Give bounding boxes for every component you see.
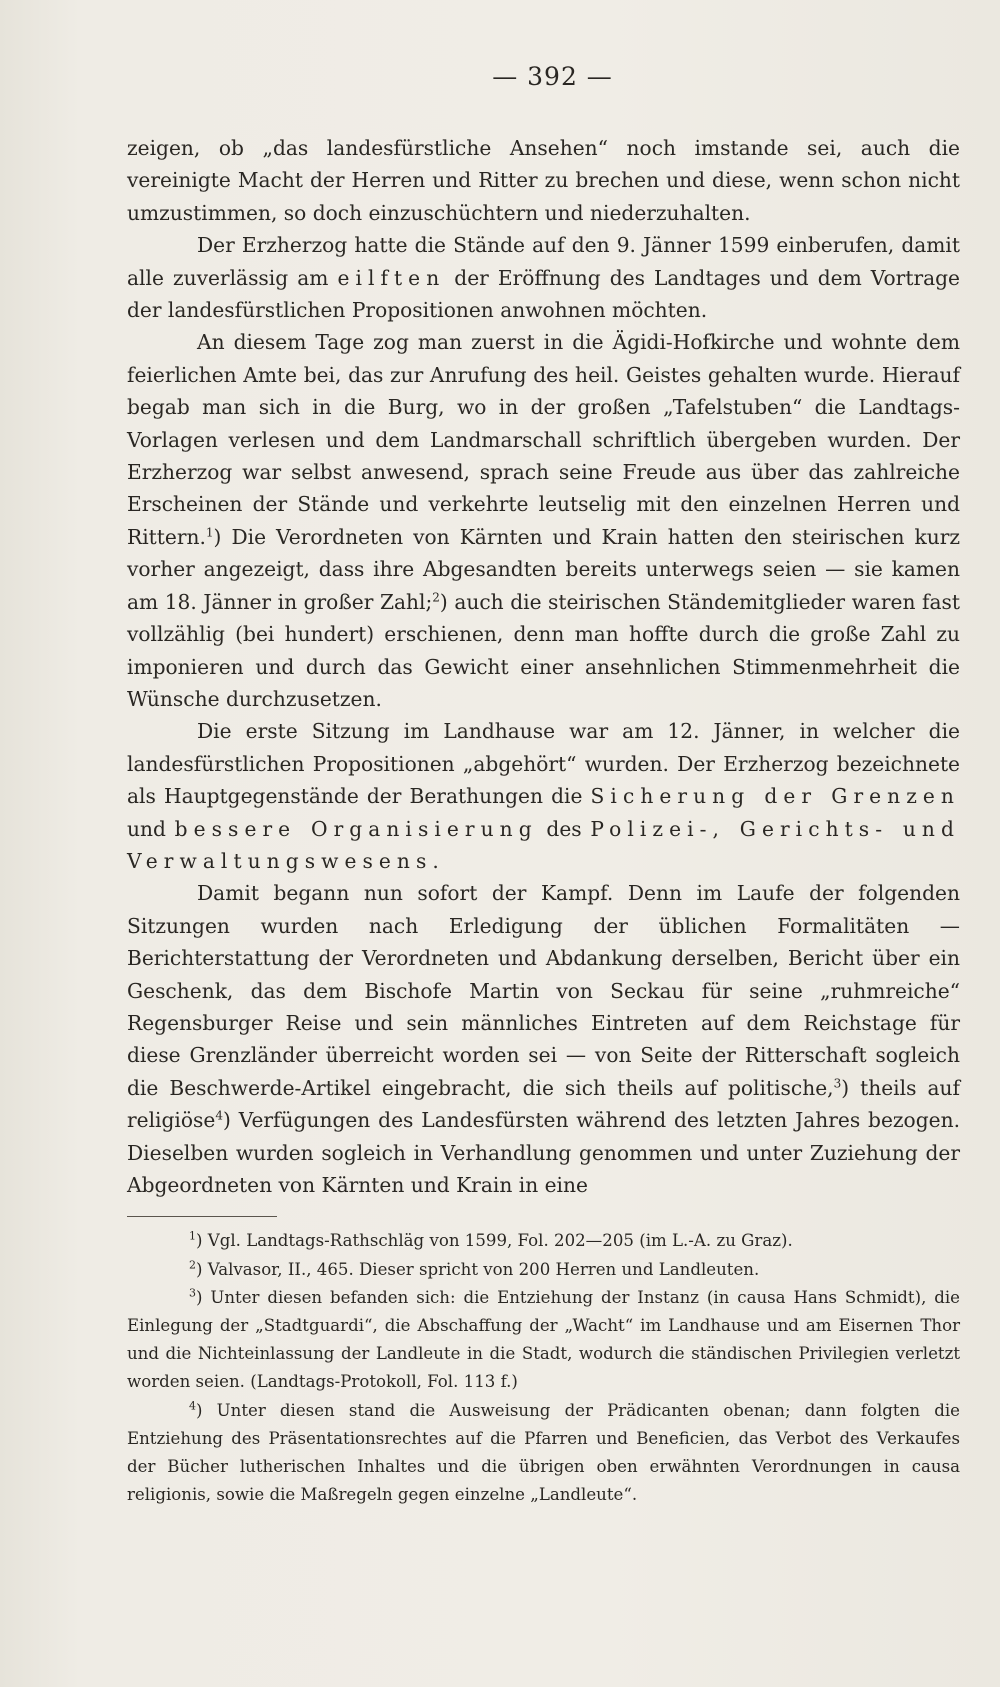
text-run: und (127, 816, 175, 841)
footnote-reference: 3 (833, 1076, 842, 1091)
page-number: — 392 — (492, 62, 613, 91)
footnote-mark: 2 (189, 1258, 196, 1272)
text-run: Die erste Sitzung im Landhause war am 12. Jänner, in welcher die landesfürstlichen Propositionen „abgehört“ wurden. Der Erzherzog bezeichnete als Hauptgegenstände der Berathungen die (127, 719, 960, 809)
footnote (127, 1284, 960, 1397)
footnote-mark: 1 (189, 1229, 196, 1243)
emphasized-text: eilften (337, 265, 446, 290)
footnote (127, 1256, 960, 1284)
footnote-text: ) Vgl. Landtags-Rathschläg von 1599, Fol. 202—205 (im L.-A. zu Graz). (196, 1231, 793, 1251)
footnote-reference: 4 (215, 1108, 223, 1123)
text-run: Damit begann nun sofort der Kampf. Denn im Laufe der folgenden Sitzungen wurden nach Erledigung der üblichen Formalitäten — Berichterstattung der Verordneten und Abdankung derselben, Bericht über ein Geschenk, das dem Bischofe Martin von Seckau für seine „ruhmreiche“ Regensburger Reise und sein männliches Eintreten auf dem Reichstage für diese Grenzländer überreicht worden sei — von Seite der Ritterschaft sogleich die Beschwerde-Artikel eingebracht, die sich theils auf politische, (127, 881, 960, 1100)
footnote-divider (127, 1216, 277, 1217)
emphasized-text: Polizei-, Gerichts- und Verwaltungswesens (127, 816, 960, 873)
paragraph (127, 326, 960, 715)
text-run: ) Die Verordneten von Kärnten und Krain hatten den steirischen kurz vorher angezeigt, dass ihre Abgesandten bereits unterwegs seien — sie kamen am 18. Jänner in großer Zahl; (127, 524, 960, 614)
text-run: . (432, 848, 439, 873)
emphasized-text: bessere Organisierung (174, 816, 538, 841)
footnote-mark: 4 (189, 1399, 196, 1413)
footnote (127, 1397, 960, 1510)
footnote-reference: 1 (205, 525, 214, 540)
text-run: des (537, 816, 591, 841)
text-run: ) auch die steirischen Ständemitglieder waren fast vollzählig (bei hundert) erschienen, denn man hoffte durch die große Zahl zu imponieren und durch das Gewicht einer ansehnlichen Stimmenmehrheit die Wünsche durchzusetzen. (127, 589, 961, 711)
paragraph (127, 132, 960, 229)
footnote-mark: 3 (189, 1286, 196, 1300)
footnote-text: ) Unter diesen befanden sich: die Entziehung der Instanz (in causa Hans Schmidt), die Einlegung der „Stadtguardi“, die Abschaffung der „Wacht“ im Landhause und am Eisernen Thor und die Nichteinlassung der Landleute in die Stadt, wodurch die ständischen Privilegien verletzt worden seien. (Landtags-Protokoll, Fol. 113 f.) (127, 1287, 960, 1392)
main-text (127, 132, 960, 1201)
text-run: Der Erzherzog hatte die Stände auf den 9. Jänner 1599 einberufen, damit alle zuverlässig am (127, 233, 960, 290)
footnote-reference: 2 (432, 589, 440, 604)
paragraph (127, 877, 960, 1201)
paragraph (127, 229, 960, 326)
emphasized-text: Sicherung der Grenzen (590, 784, 960, 809)
paragraph (127, 715, 960, 877)
footnotes (127, 1227, 960, 1509)
text-run: ) Verfügungen des Landesfürsten während des letzten Jahres bezogen. Dieselben wurden sogleich in Verhandlung genommen und unter Zuziehung der Abgeordneten von Kärnten und Krain in eine (127, 1108, 960, 1197)
footnote-text: ) Valvasor, II., 465. Dieser spricht von 200 Herren und Landleuten. (196, 1259, 760, 1279)
footnote-text: ) Unter diesen stand die Ausweisung der Prädicanten obenan; dann folgten die Entziehung des Präsentationsrechtes auf die Pfarren und Beneficien, das Verbot des Verkaufes der Bücher lutherischen Inhaltes und die übrigen oben erwähnten Verordnungen in causa religionis, sowie die Maßregeln gegen einzelne „Landleute“. (127, 1400, 960, 1505)
text-run: An diesem Tage zog man zuerst in die Ägidi-Hofkirche und wohnte dem feierlichen Amte bei, das zur Anrufung des heil. Geistes gehalten wurde. Hierauf begab man sich in die Burg, wo in der großen „Tafelstuben“ die Landtags-Vorlagen verlesen und dem Landmarschall schriftlich übergeben wurden. Der Erzherzog war selbst anwesend, sprach seine Freude aus über das zahlreiche Erscheinen der Stände und verkehrte leutselig mit den einzelnen Herren und Rittern. (127, 330, 960, 549)
text-run: der Eröffnung des Landtages und dem Vortrage der landesfürstlichen Propositionen anwohnen möchten. (127, 265, 960, 323)
text-run: ) theils auf religiöse (127, 1075, 960, 1133)
text-run: zeigen, ob „das landesfürstliche Ansehen“ noch imstande sei, auch die vereinigte Macht der Herren und Ritter zu brechen und diese, wenn schon nicht umzustimmen, so doch einzuschüchtern und niederzuhalten. (127, 136, 960, 225)
footnote (127, 1227, 960, 1255)
